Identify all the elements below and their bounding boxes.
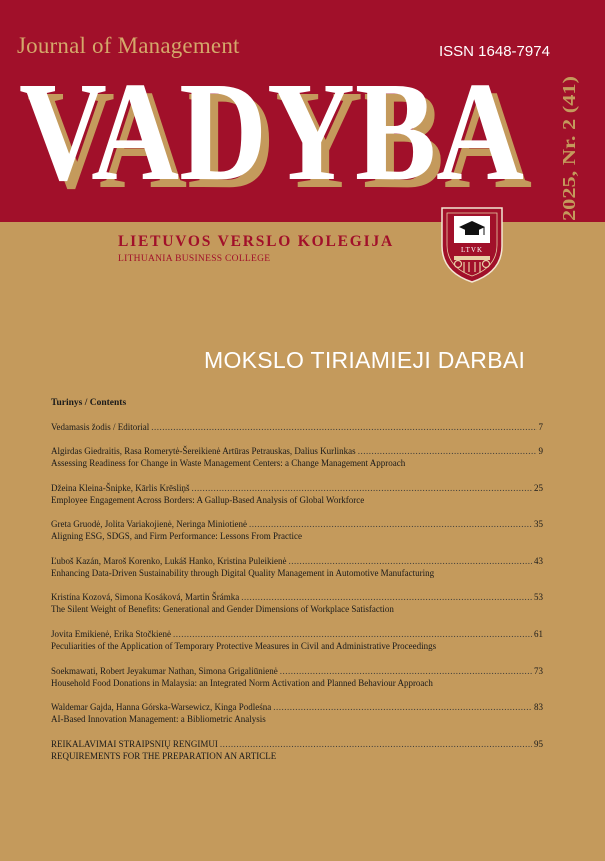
toc-entry-title: AI-Based Innovation Management: a Bibliometric Analysis (51, 714, 266, 724)
toc-entry-title: Peculiarities of the Application of Temporary Protective Measures in Civil and Administrative Proceedings (51, 641, 437, 651)
crest-label: LTVK (460, 246, 484, 254)
toc-entry[interactable] (51, 666, 543, 690)
toc-entry[interactable] (51, 446, 543, 470)
toc-entry-editorial[interactable] (51, 422, 543, 434)
toc-entry-requirements[interactable] (51, 739, 543, 763)
toc-entry[interactable] (51, 556, 543, 580)
toc-entry[interactable] (51, 592, 543, 616)
masthead-text: VADYBA (19, 61, 524, 196)
toc-entry-authors: REIKALAVIMAI STRAIPSNIŲ RENGIMUI (51, 739, 218, 749)
toc-entry-authors: Jovita Emikienė, Erika Stočkienė (51, 629, 171, 639)
college-crest (440, 206, 504, 284)
toc-leader-dots (288, 556, 532, 566)
toc-entry-page: 7 (538, 422, 543, 432)
toc-entry-authors: Ľuboš Kazán, Maroš Korenko, Lukáš Hanko, Kristina Puleikienė (51, 556, 287, 566)
toc-leader-dots (191, 483, 532, 493)
toc-entry-title: Employee Engagement Across Borders: A Gallup-Based Analysis of Global Workforce (51, 495, 365, 505)
toc-leader-dots (173, 629, 532, 639)
toc-entry-authors: Algirdas Giedraitis, Rasa Romerytė-Šereikienė Artūras Petrauskas, Dalius Kurlinkas (51, 446, 356, 456)
toc-entry-title: Assessing Readiness for Change in Waste Management Centers: a Change Management Approach (51, 458, 406, 468)
toc-leader-dots (280, 666, 532, 676)
toc-entry-page: 53 (534, 592, 543, 602)
toc-entry-page: 43 (534, 556, 543, 566)
toc-entry-page: 73 (534, 666, 543, 676)
toc-entry[interactable] (51, 483, 543, 507)
toc-entry-page: 61 (534, 629, 543, 639)
toc-leader-dots (358, 446, 537, 456)
toc-entry-page: 9 (538, 446, 543, 456)
toc-entry-title: Enhancing Data-Driven Sustainability through Digital Quality Management in Automotive Manufacturing (51, 568, 435, 578)
issn-number: ISSN 1648-7974 (439, 43, 550, 60)
toc-leader-dots (151, 422, 536, 432)
toc-entry-title: REQUIREMENTS FOR THE PREPARATION AN ARTICLE (51, 751, 277, 761)
toc-entry-title: Household Food Donations in Malaysia: an Integrated Norm Activation and Planned Behaviour Approach (51, 678, 433, 688)
college-name-lt: LIETUVOS VERSLO KOLEGIJA (118, 233, 395, 250)
toc-leader-dots (241, 592, 532, 602)
toc-entry[interactable] (51, 519, 543, 543)
masthead-shadow: VADYBA (27, 61, 532, 196)
issue-number-text: 2025, Nr. 2 (41) (559, 104, 579, 221)
toc-entry[interactable] (51, 702, 543, 726)
toc-entry-page: 25 (534, 483, 543, 493)
toc-leader-dots (273, 702, 532, 712)
toc-heading: Turinys / Contents (51, 398, 127, 408)
journal-title: Journal of Management (17, 33, 240, 58)
toc-entry-page: 35 (534, 519, 543, 529)
toc-entry-authors: Džeina Kleina-Šnipke, Kārlis Krēsliņš (51, 483, 190, 493)
toc-entry-title: Aligning ESG, SDGS, and Firm Performance: Lessons From Practice (51, 531, 302, 541)
toc-entry-authors: Kristína Kozová, Simona Kosáková, Martin Šrámka (51, 592, 240, 602)
toc-entry-page: 95 (534, 739, 543, 749)
toc-entry-title: The Silent Weight of Benefits: Generational and Gender Dimensions of Workplace Satisfaction (51, 604, 394, 614)
toc-entry-authors: Greta Gruodė, Jolita Variakojienė, Neringa Miniotienė (51, 519, 248, 529)
toc-leader-dots (249, 519, 532, 529)
toc-entry[interactable] (51, 629, 543, 653)
toc-entry-page: 83 (534, 702, 543, 712)
college-name-en: LITHUANIA BUSINESS COLLEGE (118, 254, 271, 264)
issue-number (550, 74, 586, 224)
journal-masthead (0, 61, 540, 196)
section-title: MOKSLO TIRIAMIEJI DARBAI (204, 347, 526, 373)
toc-entry-authors: Vedamasis žodis / Editorial (51, 422, 150, 432)
toc-entry-authors: Waldemar Gajda, Hanna Górska-Warsewicz, Kinga Podleśna (51, 702, 272, 712)
toc-entry-authors: Soekmawati, Robert Jeyakumar Nathan, Simona Grigaliūnienė (51, 666, 278, 676)
toc-leader-dots (220, 739, 532, 749)
